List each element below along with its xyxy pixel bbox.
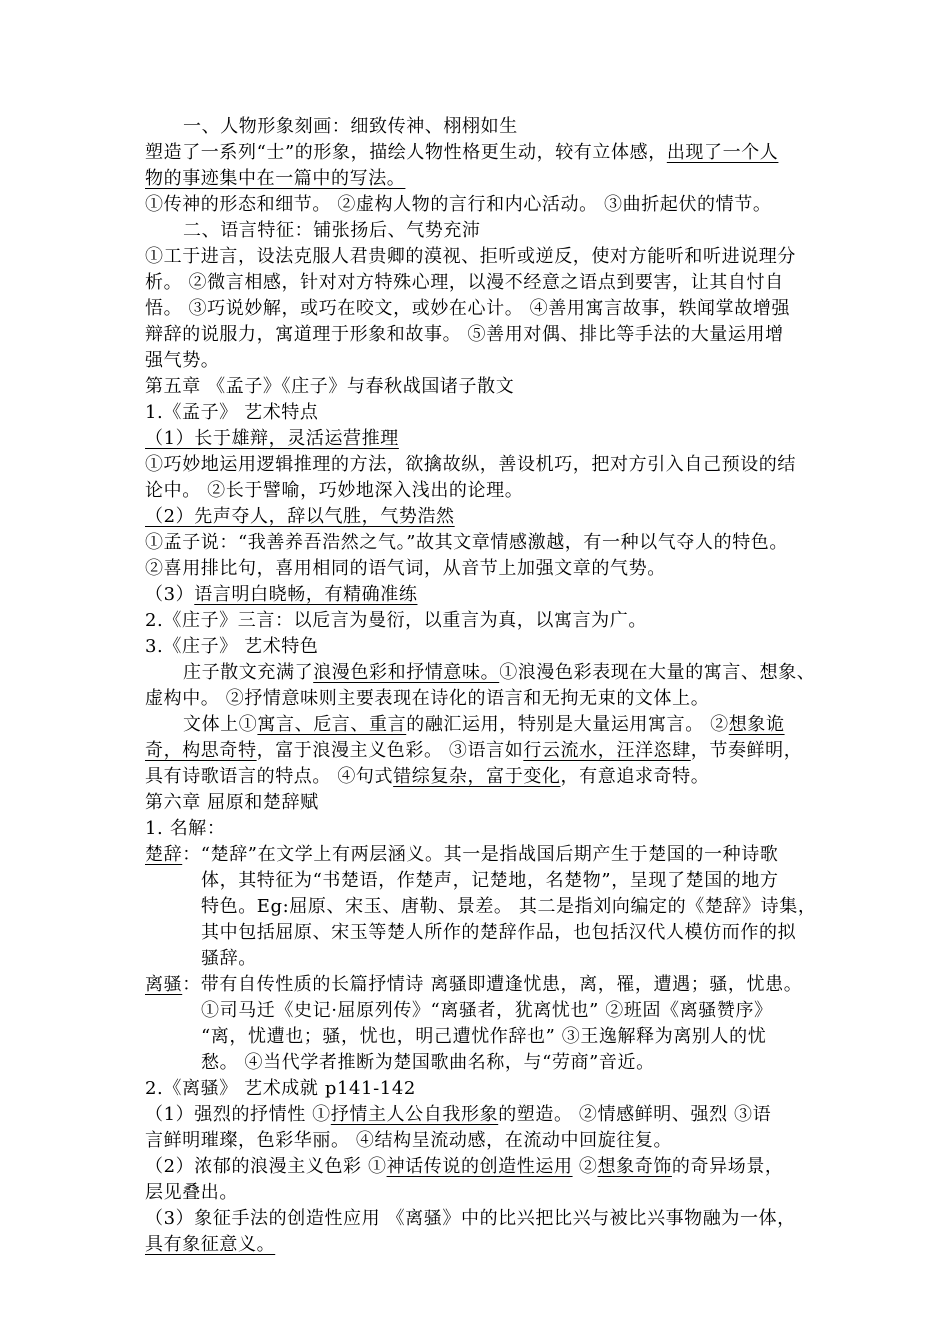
paragraph-line [145,556,666,582]
text: 3.《庄子》 艺术特色 [145,636,319,657]
text: 虚构中。 ②抒情意味则主要表现在诗化的语言和无拘无束的文体上。 [145,688,710,709]
paragraph-line [145,1180,238,1206]
paragraph-line [201,1050,655,1076]
paragraph-line [145,140,778,166]
text: ①工于进言，设法克服人君贵卿的漠视、拒听或逆反，使对方能听和听进说理分 [145,246,796,267]
underlined-text: 出现了一个人 [666,142,779,163]
text: 文体上① [183,714,258,735]
text: （3） [145,584,195,605]
underlined-text: 错综复杂，富于变化 [393,766,561,787]
paragraph-line [183,712,785,738]
paragraph-line [145,530,788,556]
paragraph-line [145,1232,275,1258]
text: ，富于浪漫主义色彩。 ③语言如 [256,740,524,761]
paragraph-line [201,920,796,946]
text: 愁。 ④当代学者推断为楚国歌曲名称，与“劳商”音近。 [201,1052,655,1073]
text: 2.《离骚》 艺术成就 p141-142 [145,1078,416,1099]
subheading [145,400,319,426]
paragraph-line [145,1128,672,1154]
text: 2.《庄子》三言：以卮言为曼衍，以重言为真，以寓言为广。 [145,610,647,631]
text: 体，其特征为“书楚语，作楚声，记楚地，名楚物”，呈现了楚国的地方 [201,870,779,891]
paragraph-line [201,894,816,920]
text: 论中。 ②长于譬喻，巧妙地深入浅出的论理。 [145,480,524,501]
paragraph-line [201,868,779,894]
text: ①浪漫色彩表现在大量的寓言、想象、 [499,662,816,683]
underlined-text: 行云流水，汪洋恣肆 [523,740,691,761]
underlined-text: 具有象征意义。 [145,1234,276,1255]
text: 第五章 《孟子》《庄子》与春秋战国诸子散文 [145,376,515,397]
paragraph-line [145,608,647,634]
paragraph-line [145,192,771,218]
text: 1.《孟子》 艺术特点 [145,402,319,423]
underlined-text: （1）长于雄辩，灵活运营推理 [145,428,399,449]
underlined-text: 物的事迹集中在一篇中的写法。 [145,168,406,189]
text: 二、语言特征：铺张扬后、气势充沛 [183,220,481,241]
paragraph-line [145,1102,771,1128]
term-definition [145,972,802,998]
text: 言鲜明璀璨，色彩华丽。 ④结构呈流动感，在流动中回旋往复。 [145,1130,673,1151]
paragraph-line [201,946,257,972]
paragraph-line [145,296,790,322]
text: （3）象征手法的创造性应用 《离骚》中的比兴把比兴与被比兴事物融为一体， [145,1208,796,1229]
underlined-text: 抒情主人公自我形象 [330,1104,499,1125]
text: 的奇异场景， [671,1156,784,1177]
text: 骚辞。 [201,948,257,969]
term: 楚辞 [145,844,183,865]
text: 其中包括屈原、宋玉等楚人所作的楚辞作品，也包括汉代人模仿而作的拟 [201,922,797,943]
text: 层见叠出。 [145,1182,238,1203]
paragraph-line [183,660,815,686]
text: 悟。 ③巧说妙解，或巧在咬文，或妙在心计。 ④善用寓言故事，轶闻掌故增强 [145,298,791,319]
text: 析。 ②微言相感，针对对方特殊心理，以漫不经意之语点到要害，让其自忖自 [145,272,784,293]
text: 辩辞的说服力，寓道理于形象和故事。 ⑤善用对偶、排比等手法的大量运用增 [145,324,784,345]
text: ② [578,1156,598,1177]
text: 强气势。 [145,350,220,371]
text: ①传神的形态和细节。 ②虚构人物的言行和内心活动。 ③曲折起伏的情节。 [145,194,772,215]
subheading [145,816,226,842]
paragraph-line [145,686,709,712]
text: 1. 名解： [145,818,226,839]
paragraph-line [145,322,784,348]
text: ①孟子说：“我善养吾浩然之气。”故其文章情感激越，有一种以气夺人的特色。 [145,532,789,553]
text: “离，忧遭也；骚，忧也，明己遭忧作辞也” ③王逸解释为离别人的忧 [201,1026,767,1047]
underlined-text: 语言明白晓畅，有精确准练 [194,584,418,605]
paragraph-line [145,166,405,192]
point-heading [145,582,417,608]
paragraph-line [145,452,796,478]
text: 特色。Eg:屈原、宋玉、唐勒、景差。 其二是指刘向编定的《楚辞》诗集， [201,896,817,917]
text: （2）浓郁的浪漫主义色彩 ① [145,1156,387,1177]
text: 第六章 屈原和楚辞赋 [145,792,319,813]
text: 庄子散文充满了 [183,662,314,683]
paragraph-line [145,1206,796,1232]
underlined-text: 寓言、卮言、重言 [257,714,407,735]
underlined-text: 神话传说的创造性运用 [386,1156,573,1177]
subheading [145,634,319,660]
underlined-text: 想象奇饰 [597,1156,672,1177]
section-heading [183,114,518,140]
text: （1）强烈的抒情性 ① [145,1104,331,1125]
text: ：“楚辞”在文学上有两层涵义。其一是指战国后期产生于楚国的一种诗歌 [182,844,779,865]
text: ①司马迁《史记·屈原列传》“离骚者，犹离忧也” ②班固《离骚赞序》 [201,1000,773,1021]
subheading [145,1076,416,1102]
section-heading [183,218,481,244]
term: 离骚 [145,974,183,995]
chapter-heading [145,374,514,400]
paragraph-line [201,998,773,1024]
text: ②喜用排比句，喜用相同的语气词，从音节上加强文章的气势。 [145,558,666,579]
paragraph-line [201,1024,766,1050]
underlined-text: 奇，构思奇特 [145,740,257,761]
text: 的融汇运用，特别是大量运用寓言。 ② [406,714,729,735]
text: ，有意追求奇特。 [560,766,710,787]
text: 一、人物形象刻画：细致传神、栩栩如生 [183,116,518,137]
paragraph-line [145,764,709,790]
text: ，节奏鲜明， [690,740,803,761]
paragraph-line [145,348,219,374]
paragraph-line [145,738,802,764]
underlined-text: （2）先声夺人，辞以气胜，气势浩然 [145,506,455,527]
text: ①巧妙地运用逻辑推理的方法，欲擒故纵，善设机巧，把对方引入自己预设的结 [145,454,796,475]
underlined-text: 想象诡 [728,714,785,735]
paragraph-line [145,1154,784,1180]
paragraph-line [145,270,784,296]
text: ：带有自传性质的长篇抒情诗 离骚即遭逢忧患，离，罹，遭遇；骚，忧患。 [182,974,803,995]
underlined-text: 浪漫色彩和抒情意味。 [313,662,500,683]
text: 具有诗歌语言的特点。 ④句式 [145,766,394,787]
paragraph-line [145,478,523,504]
chapter-heading [145,790,319,816]
paragraph-line [145,244,796,270]
text: 塑造了一系列“士”的形象，描绘人物性格更生动，较有立体感， [145,142,667,163]
point-heading [145,426,399,452]
point-heading [145,504,455,530]
text: 的塑造。 ②情感鲜明、强烈 ③语 [498,1104,772,1125]
term-definition [145,842,778,868]
